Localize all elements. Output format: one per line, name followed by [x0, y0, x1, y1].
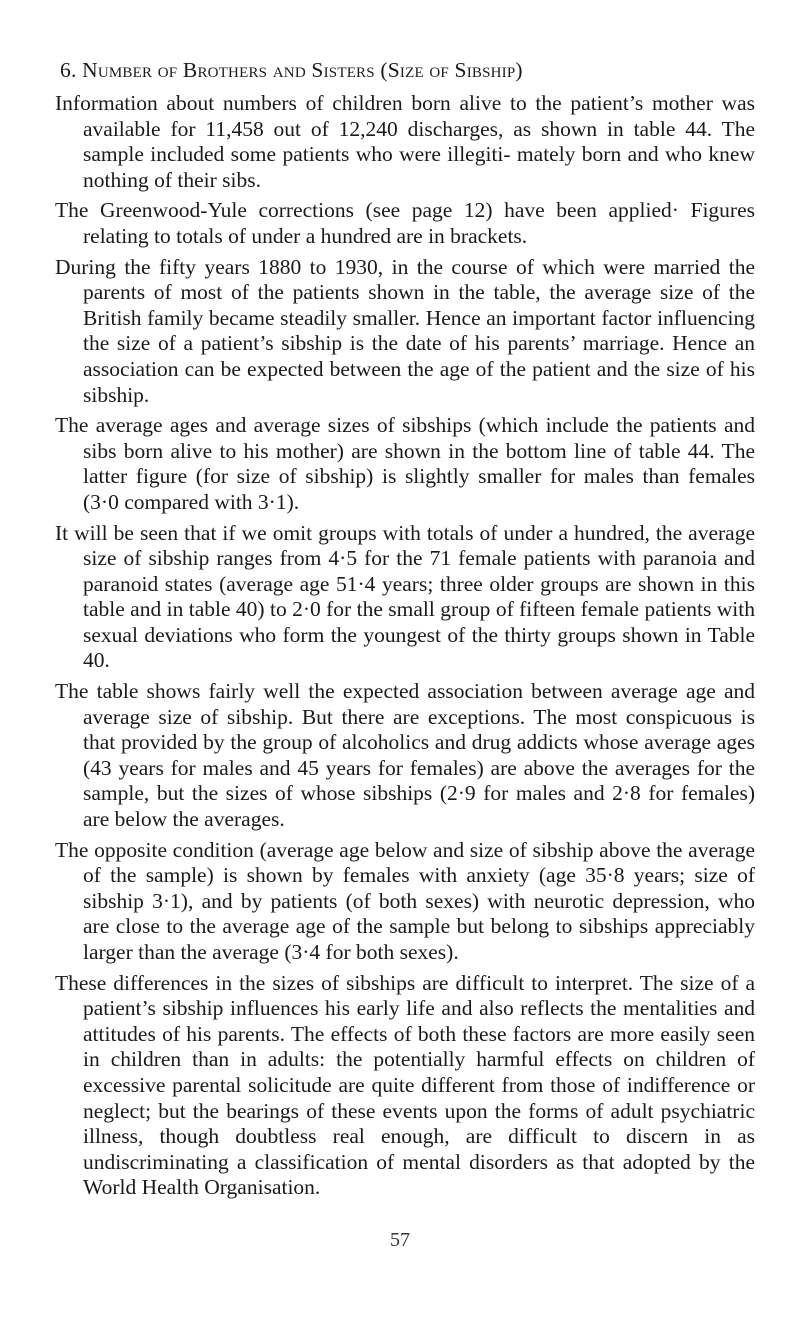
section-title: Number of Brothers and Sisters (Size of Sibship): [82, 58, 523, 82]
paragraph: It will be seen that if we omit groups with totals of under a hundred, the average size of sibship ranges from 4·5 for the 71 female patients with paranoia and paranoid states (average age 51·4 years; three older groups are shown in this table and in table 40) to 2·0 for the small group of fifteen female patients with sexual deviations who form the youngest of the thirty groups shown in Table 40.: [55, 520, 755, 673]
paragraph: The table shows fairly well the expected association between average age and average size of sibship. But there are exceptions. The most conspicuous is that provided by the group of alcoholics and drug addicts whose average ages (43 years for males and 45 years for females) are above the averages for the sample, but the sizes of whose sibships (2·9 for males and 2·8 for females) are below the averages.: [55, 679, 755, 832]
paragraph: Information about numbers of children born alive to the patient’s mother was available for 11,458 out of 12,240 discharges, as shown in table 44. The sample included some patients who were illegiti- mately born and who knew nothing of their sibs.: [55, 91, 755, 192]
paragraph: The average ages and average sizes of sibships (which include the patients and sibs born alive to his mother) are shown in the bottom line of table 44. The latter figure (for size of sibship) is slightly smaller for males than females (3·0 compared with 3·1).: [55, 413, 755, 514]
body-text: [55, 91, 755, 1201]
page-number: 57: [390, 1229, 410, 1251]
paragraph: These differences in the sizes of sibships are difficult to interpret. The size of a patient’s sibship influences his early life and also reflects the mentalities and attitudes of his parents. The effects of both these factors are more easily seen in children than in adults: the potentially harmful effects on children of excessive parental solicitude are quite different from those of indifference or neglect; but the bearings of these events upon the forms of adult psychiatric illness, though doubtless real enough, are difficult to discern in as undiscriminating a classification of mental disorders as that adopted by the World Health Organisation.: [55, 970, 755, 1200]
section-heading: [60, 58, 755, 83]
paragraph: The opposite condition (average age below and size of sibship above the average of the sample) is shown by females with anxiety (age 35·8 years; size of sibship 3·1), and by patients (of both sexes) with neurotic depression, who are close to the average age of the sample but belong to sibships appreciably larger than the average (3·4 for both sexes).: [55, 837, 755, 964]
page-content: [55, 58, 755, 1206]
paragraph: During the fifty years 1880 to 1930, in the course of which were married the parents of most of the patients shown in the table, the average size of the British family became steadily smaller. Hence an important factor influencing the size of a patient’s sibship is the date of his parents’ marriage. Hence an association can be expected between the age of the patient and the size of his sibship.: [55, 254, 755, 407]
paragraph: The Greenwood-Yule corrections (see page 12) have been applied· Figures relating to totals of under a hundred are in brackets.: [55, 198, 755, 248]
section-number: 6.: [60, 58, 77, 82]
